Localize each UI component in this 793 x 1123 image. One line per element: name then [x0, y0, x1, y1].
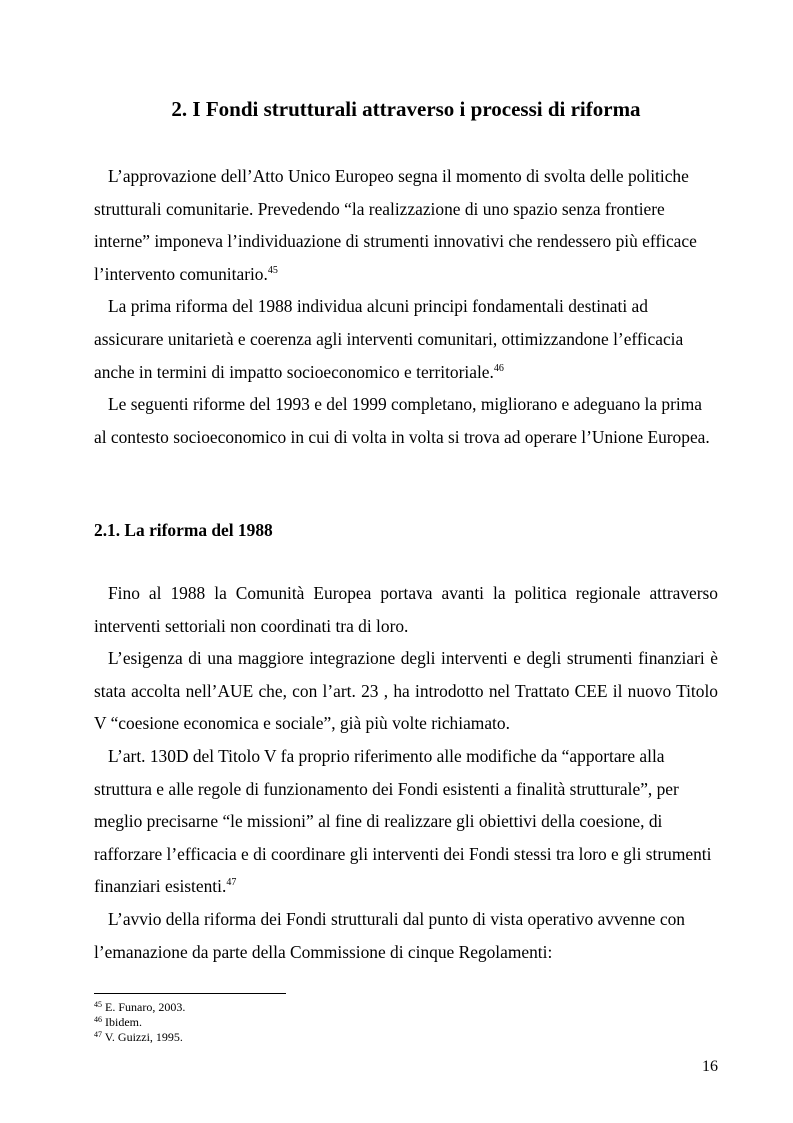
footnote: $^{46}$ Ibidem.	[94, 1015, 142, 1029]
footnote: $^{45}$ E. Funaro, 2003.	[94, 1000, 186, 1014]
paragraph: L’art. 130D del Titolo V fa proprio riferimento alle modifiche da “apportare alla struttura e alle regole di funzionamento dei Fondi esistenti a finalità strutturale”, per meglio precisarne “le missioni” al fine di realizzare gli obiettivi della coesione, di rafforzare l’efficacia e di coordinare gli interventi dei Fondi stessi tra loro e gli strumenti finanziari esistenti.$^{47}$	[94, 745, 712, 897]
paragraph: L’approvazione dell’Atto Unico Europeo segna il momento di svolta delle politiche strutturali comunitarie. Prevedendo “la realizzazione di uno spazio senza frontiere interne” imponeva l’individuazione di strumenti innovativi che rendessero più efficace l’intervento comunitario.$^{45}$	[94, 166, 697, 284]
footnote: $^{47}$ V. Guizzi, 1995.	[94, 1030, 183, 1044]
paragraph: Fino al 1988 la Comunità Europea portava avanti la politica regionale attraverso interventi settoriali non coordinati tra di loro.	[94, 583, 718, 636]
footnote-ref[interactable]: 47	[226, 877, 237, 889]
footnote-divider	[94, 993, 286, 994]
paragraph: L’avvio della riforma dei Fondi strutturali dal punto di vista operativo avvenne con l’emanazione da parte della Commissione di cinque Regolamenti:	[94, 908, 685, 962]
paragraph: Le seguenti riforme del 1993 e del 1999 completano, migliorano e adeguano la prima al contesto socioeconomico in cui di volta in volta si trova ad operare l’Unione Europea.	[94, 394, 710, 447]
page-number: 16	[702, 1058, 718, 1075]
section-title: 2. I Fondi strutturali attraverso i processi di riforma	[171, 97, 641, 121]
footnote-ref[interactable]: 45	[267, 264, 278, 276]
footnote-ref[interactable]: 46	[493, 362, 504, 374]
paragraph: La prima riforma del 1988 individua alcuni principi fondamentali destinati ad assicurare unitarietà e coerenza agli interventi comunitari, ottimizzandone l’efficacia anche in termini di impatto socioeconomico e territoriale.$^{46}$	[94, 296, 684, 382]
subsection-title: 2.1. La riforma del 1988	[94, 520, 273, 540]
section-body	[94, 160, 718, 453]
footnotes	[94, 1000, 185, 1045]
paragraph: L’esigenza di una maggiore integrazione degli interventi e degli strumenti finanziari è stata accolta nell’AUE che, con l’art. 23 , ha introdotto nel Trattato CEE il nuovo Titolo V “coesione economica e sociale”, già più volte richiamato.	[94, 648, 718, 734]
subsection-body	[94, 577, 718, 968]
